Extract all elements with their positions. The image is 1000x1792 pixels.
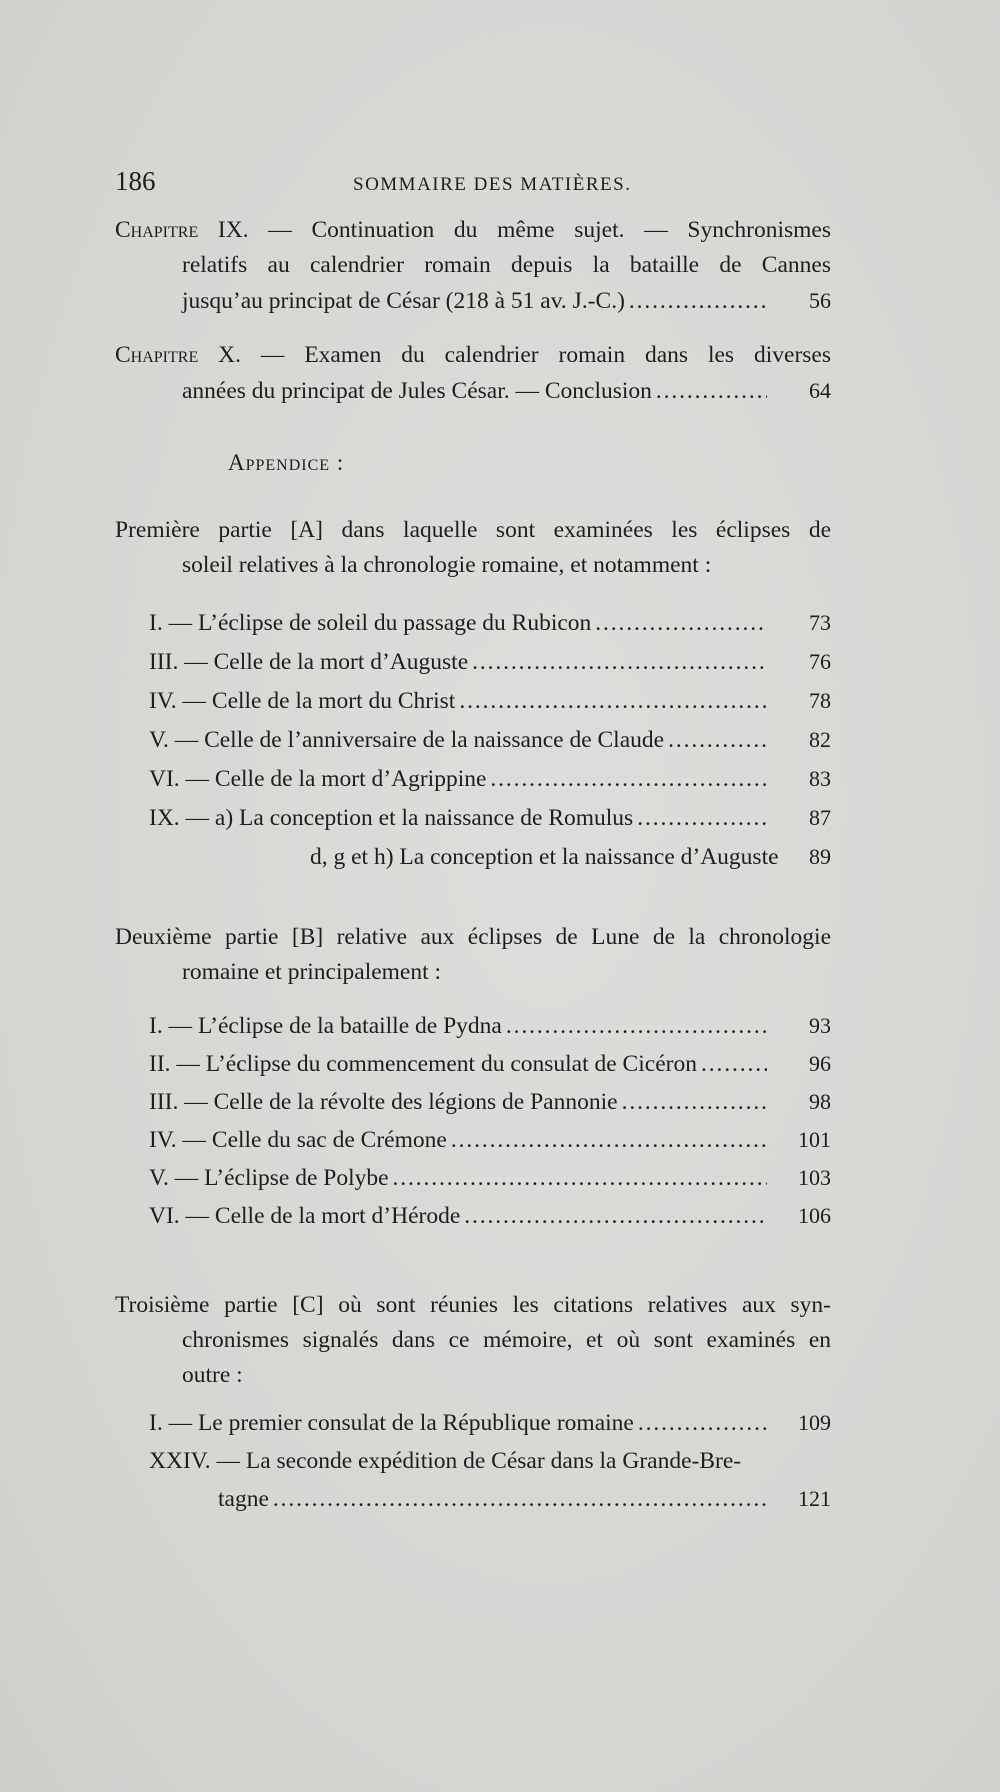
- chapter-text-line: — Continuation du même sujet. — Synchronismes: [248, 217, 831, 243]
- part-a-list: [115, 603, 831, 876]
- toc-entry-text: III. — Celle de la mort d’Auguste: [149, 649, 469, 675]
- running-title: SOMMAIRE DES MATIÈRES.: [353, 174, 632, 195]
- part-c: [115, 1288, 831, 1393]
- page-ref: 56: [809, 288, 831, 313]
- part-intro-line: outre :: [182, 1362, 243, 1388]
- dot-leader: [459, 682, 767, 721]
- toc-entry: [115, 1480, 831, 1518]
- page-ref: 73: [809, 610, 831, 635]
- dot-leader: [701, 1045, 767, 1083]
- page-ref: 83: [809, 766, 831, 791]
- appendice-heading: Appendice :: [228, 450, 345, 475]
- page-ref: 98: [809, 1089, 831, 1114]
- page-ref: 64: [809, 378, 831, 403]
- page-ref: 103: [798, 1165, 831, 1190]
- page-ref: 109: [798, 1410, 831, 1435]
- toc-entry-text: d, g et h) La conception et la naissance d’Auguste: [310, 844, 779, 870]
- toc-entry: [115, 1404, 831, 1442]
- toc-entry-text: III. — Celle de la révolte des légions de Pannonie: [149, 1089, 618, 1115]
- page-ref: 89: [809, 844, 831, 869]
- toc-entry: [115, 759, 831, 798]
- page-ref: 101: [798, 1127, 831, 1152]
- page-ref: 106: [798, 1203, 831, 1228]
- part-b-list: [115, 1007, 831, 1235]
- part-b: [115, 920, 831, 990]
- dot-leader: [638, 1404, 767, 1442]
- part-intro-line: soleil relatives à la chronologie romaine, et notamment :: [182, 552, 712, 578]
- toc-entry-text: tagne: [218, 1486, 269, 1512]
- toc-entry: [115, 681, 831, 720]
- dot-leader: [393, 1159, 767, 1197]
- dot-leader: [637, 799, 767, 838]
- chapter-text-line: relatifs au calendrier romain depuis la bataille de Cannes: [182, 252, 831, 278]
- dot-leader: [595, 604, 767, 643]
- part-intro-line: chronismes signalés dans ce mémoire, et où sont examinés en: [182, 1327, 831, 1353]
- page-header: [115, 166, 831, 197]
- toc-entry-text: VI. — Celle de la mort d’Hérode: [149, 1203, 461, 1229]
- toc-entry-text: IX. — a) La conception et la naissance de Romulus: [149, 805, 634, 831]
- part-intro-line: romaine et principalement :: [182, 959, 442, 985]
- part-intro-line: Deuxième partie [B] relative aux éclipses de Lune de la chronologie: [115, 924, 831, 950]
- chapter-label: Chapitre IX.: [115, 217, 249, 243]
- toc-entry-text: II. — L’éclipse du commencement du consulat de Cicéron: [149, 1051, 697, 1077]
- toc-entry: [115, 1197, 831, 1235]
- chapter-text-line: — Examen du calendrier romain dans les diverses: [241, 342, 831, 368]
- dot-leader: [656, 374, 767, 409]
- toc-entry: [115, 837, 831, 876]
- toc-entry: [115, 1442, 831, 1480]
- page-ref: 82: [809, 727, 831, 752]
- page-number: 186: [115, 166, 156, 196]
- dot-leader: [464, 1197, 767, 1235]
- toc-entry: [115, 1007, 831, 1045]
- page-ref: 93: [809, 1013, 831, 1038]
- page-ref: 96: [809, 1051, 831, 1076]
- dot-leader: [451, 1121, 767, 1159]
- dot-leader: [668, 721, 767, 760]
- dot-leader: [490, 760, 767, 799]
- toc-entry-text: IV. — Celle du sac de Crémone: [149, 1127, 447, 1153]
- page-ref: 87: [809, 805, 831, 830]
- toc-entry-text: I. — L’éclipse de soleil du passage du Rubicon: [149, 610, 592, 636]
- page-ref: 121: [798, 1486, 831, 1511]
- part-intro-line: Troisième partie [C] où sont réunies les citations relatives aux syn-: [115, 1292, 831, 1318]
- toc-entry: [115, 603, 831, 642]
- chapter-text-line: années du principat de Jules César. — Conclusion: [182, 378, 652, 404]
- chapter-x-entry: [115, 338, 831, 408]
- toc-entry-text: I. — L’éclipse de la bataille de Pydna: [149, 1013, 502, 1039]
- chapter-ix-entry: [115, 213, 831, 318]
- part-a: [115, 513, 831, 583]
- toc-entry-text: I. — Le premier consulat de la République romaine: [149, 1410, 634, 1436]
- toc-entry: [115, 1159, 831, 1197]
- part-c-list: [115, 1404, 831, 1518]
- dot-leader: [506, 1007, 767, 1045]
- toc-entry: [115, 1083, 831, 1121]
- dot-leader: [472, 643, 767, 682]
- toc-entry: [115, 1121, 831, 1159]
- toc-entry-text: V. — L’éclipse de Polybe: [149, 1165, 389, 1191]
- toc-entry: [115, 642, 831, 681]
- part-intro-line: Première partie [A] dans laquelle sont examinées les éclipses de: [115, 517, 831, 543]
- dot-leader: [273, 1480, 767, 1518]
- page-ref: 76: [809, 649, 831, 674]
- dot-leader: [629, 284, 767, 319]
- toc-entry-text: IV. — Celle de la mort du Christ: [149, 688, 456, 714]
- appendice-label: Appendice: [228, 450, 331, 475]
- toc-entry-text: XXIV. — La seconde expédition de César dans la Grande-Bre-: [149, 1448, 742, 1474]
- toc-entry-text: V. — Celle de l’anniversaire de la naissance de Claude: [149, 727, 665, 753]
- toc-entry-text: VI. — Celle de la mort d’Agrippine: [149, 766, 487, 792]
- toc-entry: [115, 720, 831, 759]
- toc-entry: [115, 1045, 831, 1083]
- toc-entry: [115, 798, 831, 837]
- chapter-text-line: jusqu’au principat de César (218 à 51 av. J.-C.): [182, 288, 625, 314]
- dot-leader: [622, 1083, 767, 1121]
- chapter-label: Chapitre X.: [115, 342, 241, 368]
- page-ref: 78: [809, 688, 831, 713]
